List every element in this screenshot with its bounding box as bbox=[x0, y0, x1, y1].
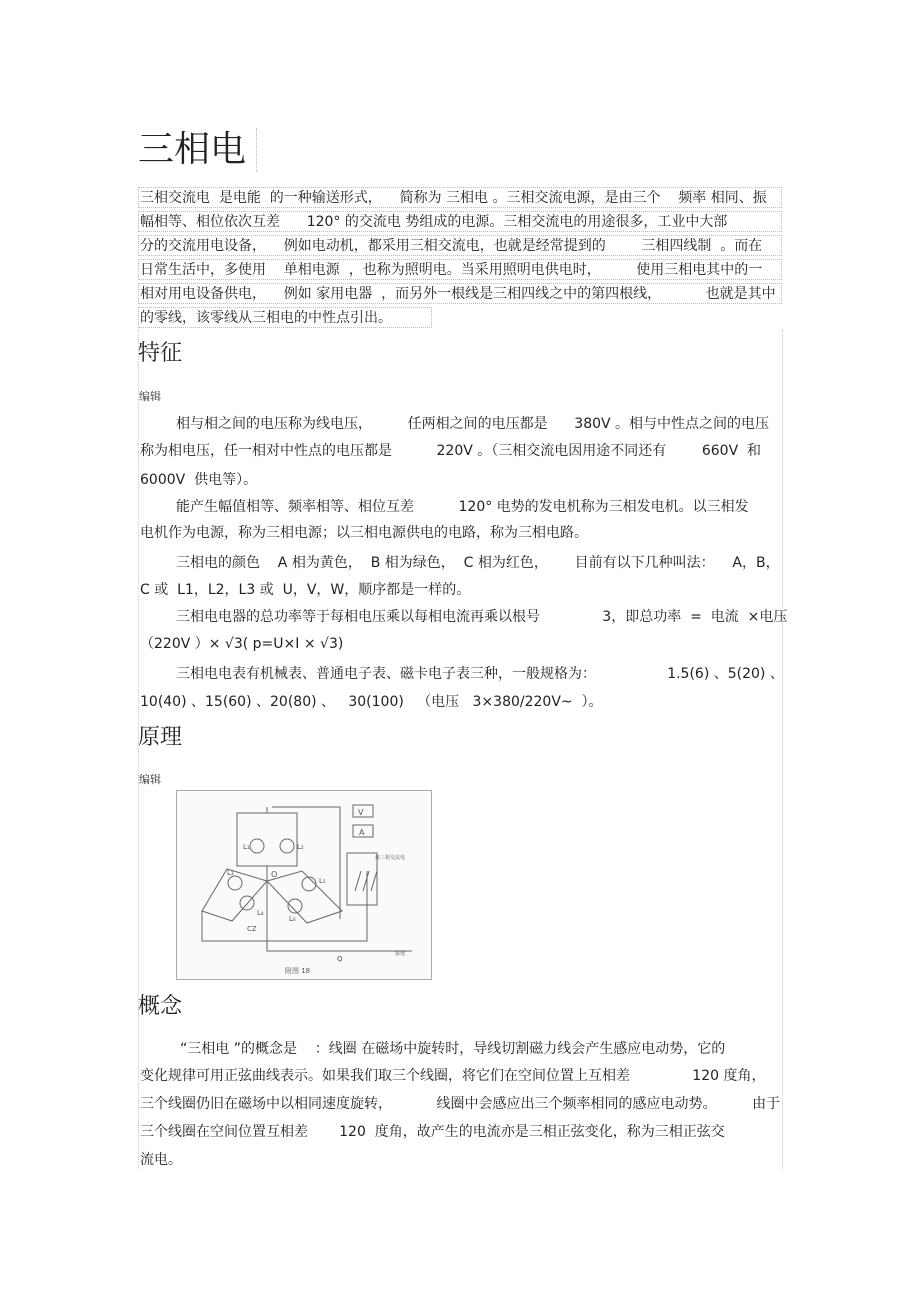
figure-label: CZ bbox=[247, 925, 257, 933]
intro-line: 的零线，该零线从三相电的中性点引出。 bbox=[138, 307, 432, 328]
paragraph-line: “三相电 ”的概念是 ：线圈 在磁场中旋转时，导线切割磁力线会产生感应电动势，它的 bbox=[180, 1041, 726, 1057]
figure-label: L₅ bbox=[319, 877, 326, 885]
paragraph-line: 称为相电压，任一相对中性点的电压都是 220V 。（三相交流电因用途不同还有 660V 和 bbox=[140, 443, 762, 459]
section-heading-features: 特征 bbox=[138, 341, 183, 366]
figure-label: L₆ bbox=[289, 915, 296, 923]
intro-line: 幅相等、相位依次互差 120° 的交流电 势组成的电源。三相交流电的用途很多，工业中大部 bbox=[138, 211, 782, 232]
three-phase-circuit-diagram bbox=[177, 791, 431, 979]
page-title: 三相电 bbox=[138, 128, 257, 172]
paragraph-line: 三相电的颜色 A 相为黄色， B 相为绿色， C 相为红色， 目前有以下几种叫法： A，B， bbox=[176, 555, 780, 571]
intro-line: 分的交流用电设备， 例如电动机，都采用三相交流电，也就是经常提到的 三相四线制 。而在 bbox=[138, 235, 782, 256]
paragraph-line: 流电。 bbox=[140, 1152, 182, 1168]
circuit-diagram-figure bbox=[176, 790, 432, 980]
figure-label: L₃ bbox=[227, 869, 234, 877]
paragraph-line: （220V ）× √3( p=U×I × √3) bbox=[140, 636, 344, 652]
figure-label: Q bbox=[337, 955, 343, 963]
paragraph-line: 相与相之间的电压称为线电压， 任两相之间的电压都是 380V 。相与中性点之间的电压 bbox=[176, 416, 770, 432]
edit-link[interactable]: 编辑 bbox=[139, 390, 161, 403]
section-heading-concept: 概念 bbox=[138, 994, 183, 1019]
paragraph-line: C 或 L1，L2，L3 或 U，V，W，顺序都是一样的。 bbox=[140, 582, 471, 598]
figure-label: L₂ bbox=[297, 843, 304, 851]
paragraph-line: 三相电电器的总功率等于每相电压乘以每相电流再乘以根号 3，即总功率 = 电流 ×电压 bbox=[176, 609, 788, 625]
intro-line: 日常生活中，多使用 单相电源 ，也称为照明电。当采用照明电供电时， 使用三相电其中的一 bbox=[138, 259, 782, 280]
section-heading-principle: 原理 bbox=[138, 725, 183, 750]
paragraph-line: 6000V 供电等）。 bbox=[140, 472, 258, 488]
figure-caption: 附图 18 bbox=[285, 967, 311, 975]
right-margin-rule bbox=[782, 330, 783, 1170]
intro-line: 三相交流电 是电能 的一种输送形式， 简称为 三相电 。三相交流电源，是由三个 频率 相同、振 bbox=[138, 187, 782, 208]
figure-label: L₁ bbox=[243, 843, 250, 851]
figure-label: 接三相交流电 bbox=[375, 855, 406, 861]
figure-label: A bbox=[359, 828, 365, 837]
paragraph-line: 能产生幅值相等、频率相等、相位互差 120° 电势的发电机称为三相发电机。以三相发 bbox=[176, 499, 749, 515]
figure-label: V bbox=[358, 808, 364, 817]
paragraph-line: 三个线圈在空间位置互相差 120 度角，故产生的电流亦是三相正弦变化，称为三相正弦交 bbox=[140, 1124, 725, 1140]
figure-label: L₄ bbox=[257, 909, 264, 917]
figure-label: 接地 bbox=[395, 951, 406, 957]
paragraph-line: 变化规律可用正弦曲线表示。如果我们取三个线圈，将它们在空间位置上互相差 120 度角， bbox=[140, 1068, 766, 1084]
paragraph-line: 三个线圈仍旧在磁场中以相同速度旋转， 线圈中会感应出三个频率相同的感应电动势。 由于 bbox=[140, 1096, 781, 1112]
paragraph-line: 10(40) 、15(60) 、20(80) 、 30(100) （电压 3×380/220V~ ）。 bbox=[140, 694, 603, 710]
paragraph-line: 三相电电表有机械表、普通电子表、磁卡电子表三种，一般规格为： 1.5(6) 、5(20) 、 bbox=[176, 666, 784, 682]
edit-link[interactable]: 编辑 bbox=[139, 773, 161, 786]
intro-line: 相对用电设备供电， 例如 家用电器 ，而另外一根线是三相四线之中的第四根线， 也就是其中 bbox=[138, 283, 782, 304]
paragraph-line: 电机作为电源，称为三相电源；以三相电源供电的电路，称为三相电路。 bbox=[140, 525, 588, 541]
figure-label: O bbox=[271, 870, 278, 879]
